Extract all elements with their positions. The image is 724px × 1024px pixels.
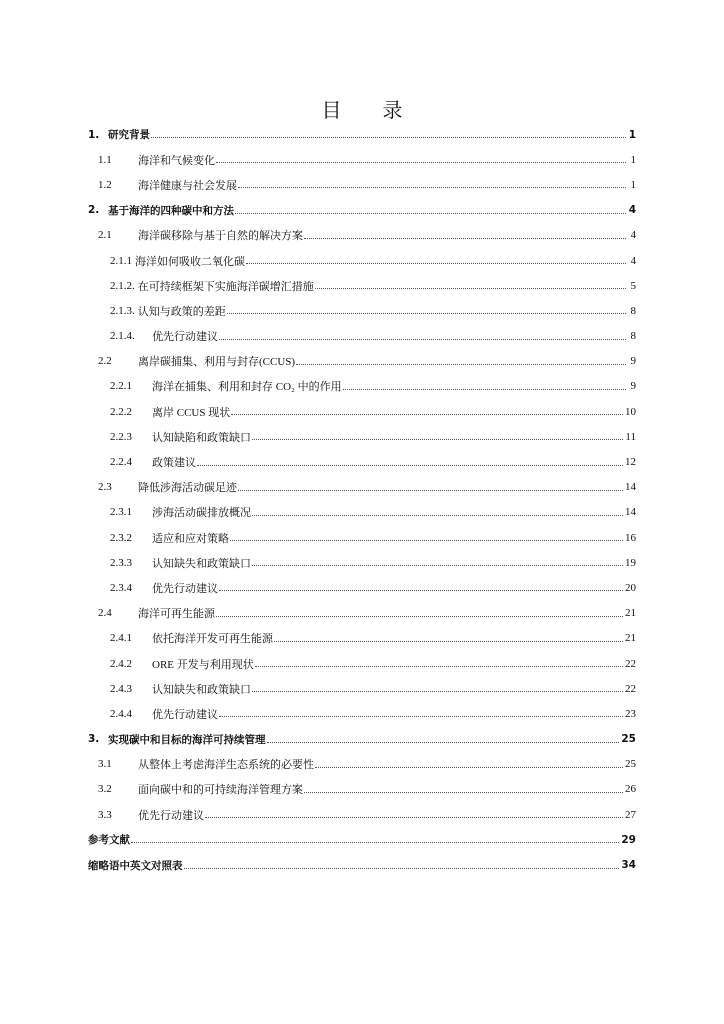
toc-entry[interactable] bbox=[88, 601, 636, 626]
toc-entry[interactable] bbox=[88, 449, 636, 474]
dot-leader bbox=[252, 565, 623, 566]
toc-entry-title: 海洋可再生能源 bbox=[138, 608, 215, 621]
toc-entry-number: 2.2 bbox=[98, 355, 112, 368]
toc-entry-title: 政策建议 bbox=[152, 457, 196, 470]
toc-entry[interactable] bbox=[88, 676, 636, 701]
dot-leader bbox=[219, 339, 626, 340]
toc-entry-number: 2.3.1 bbox=[110, 506, 132, 519]
toc-entry-page: 21 bbox=[625, 607, 636, 620]
dot-leader bbox=[216, 616, 623, 617]
dot-leader bbox=[235, 213, 626, 214]
toc-entry-number: 2.4.2 bbox=[110, 657, 132, 670]
toc-entry-title: 认知缺失和政策缺口 bbox=[152, 683, 251, 696]
toc-entry[interactable] bbox=[88, 122, 636, 147]
toc-entry-title: 海洋碳移除与基于自然的解决方案 bbox=[138, 230, 303, 243]
toc-entry-number: 3.2 bbox=[98, 783, 112, 796]
toc-entry-page: 1 bbox=[628, 128, 636, 141]
dot-leader bbox=[238, 490, 623, 491]
toc-entry-title: 从整体上考虑海洋生态系统的必要性 bbox=[138, 759, 314, 772]
toc-entry[interactable] bbox=[88, 525, 636, 550]
dot-leader bbox=[197, 465, 623, 466]
dot-leader bbox=[343, 389, 626, 390]
toc-entry-page: 22 bbox=[625, 682, 636, 695]
dot-leader bbox=[184, 868, 620, 869]
toc-entry[interactable] bbox=[88, 374, 636, 399]
dot-leader bbox=[238, 187, 626, 188]
toc-entry-number: 1.1 bbox=[98, 153, 112, 166]
toc-entry[interactable] bbox=[88, 248, 636, 273]
toc-entry-page: 21 bbox=[625, 632, 636, 645]
toc-entry[interactable] bbox=[88, 701, 636, 726]
toc-entry-page: 4 bbox=[630, 229, 636, 242]
dot-leader bbox=[131, 842, 619, 843]
toc-entry-number: 2.4.1 bbox=[110, 632, 132, 645]
toc-entry[interactable] bbox=[88, 147, 636, 172]
toc-entry-page: 4 bbox=[630, 254, 636, 267]
toc-entry-page: 11 bbox=[625, 430, 636, 443]
dot-leader bbox=[219, 590, 623, 591]
toc-entry[interactable] bbox=[88, 752, 636, 777]
toc-entry-number: 2.2.4 bbox=[110, 456, 132, 469]
toc-entry-page: 12 bbox=[625, 456, 636, 469]
toc-entry-page: 9 bbox=[630, 355, 636, 368]
dot-leader bbox=[205, 817, 623, 818]
toc-entry-page: 1 bbox=[630, 153, 636, 166]
toc-entry-page: 20 bbox=[625, 581, 636, 594]
toc-entry-number: 2.1.3. bbox=[110, 304, 135, 317]
table-of-contents bbox=[88, 122, 636, 878]
toc-entry[interactable] bbox=[88, 550, 636, 575]
toc-entry-title: 优先行动建议 bbox=[152, 331, 218, 344]
toc-entry-page: 19 bbox=[625, 556, 636, 569]
toc-entry-number: 2.3.4 bbox=[110, 581, 132, 594]
dot-leader bbox=[227, 313, 626, 314]
toc-entry-title: 离岸碳捕集、利用与封存(CCUS) bbox=[138, 356, 296, 369]
toc-entry[interactable] bbox=[88, 223, 636, 248]
toc-entry-number: 1. bbox=[88, 128, 100, 141]
toc-entry[interactable] bbox=[88, 777, 636, 802]
toc-entry[interactable] bbox=[88, 399, 636, 424]
toc-entry[interactable] bbox=[88, 852, 636, 877]
toc-entry-number: 2.3.3 bbox=[110, 556, 132, 569]
toc-entry[interactable] bbox=[88, 827, 636, 852]
toc-entry-title: 海洋和气候变化 bbox=[138, 154, 215, 167]
toc-entry[interactable] bbox=[88, 324, 636, 349]
toc-entry-number: 3.1 bbox=[98, 758, 112, 771]
toc-entry-title: 参考文献 bbox=[88, 834, 130, 847]
toc-entry[interactable] bbox=[88, 172, 636, 197]
toc-entry-title: 优先行动建议 bbox=[152, 708, 218, 721]
toc-entry-number: 2.3 bbox=[98, 481, 112, 494]
toc-entry[interactable] bbox=[88, 802, 636, 827]
toc-entry-number: 2.4.4 bbox=[110, 707, 132, 720]
toc-entry-number: 2.2.3 bbox=[110, 430, 132, 443]
toc-entry-page: 29 bbox=[621, 833, 636, 846]
toc-entry-number: 3. bbox=[88, 733, 100, 746]
dot-leader bbox=[151, 137, 626, 138]
toc-entry-title: 认知与政策的差距 bbox=[137, 305, 226, 318]
toc-entry-number: 3.3 bbox=[98, 808, 112, 821]
toc-entry[interactable] bbox=[88, 424, 636, 449]
toc-entry-page: 1 bbox=[630, 178, 636, 191]
toc-entry-title: 优先行动建议 bbox=[152, 582, 218, 595]
toc-entry-page: 25 bbox=[621, 733, 636, 746]
toc-entry-page: 22 bbox=[625, 657, 636, 670]
toc-entry-page: 8 bbox=[630, 330, 636, 343]
toc-entry-title: 适应和应对策略 bbox=[152, 532, 229, 545]
dot-leader bbox=[267, 742, 620, 743]
toc-entry[interactable] bbox=[88, 273, 636, 298]
toc-entry-page: 14 bbox=[625, 506, 636, 519]
toc-entry-number: 2.4 bbox=[98, 607, 112, 620]
dot-leader bbox=[304, 792, 623, 793]
dot-leader bbox=[315, 288, 626, 289]
dot-leader bbox=[252, 515, 623, 516]
toc-entry[interactable] bbox=[88, 651, 636, 676]
toc-entry-title: 降低涉海活动碳足迹 bbox=[138, 482, 237, 495]
toc-entry-page: 9 bbox=[630, 380, 636, 393]
dot-leader bbox=[315, 767, 623, 768]
toc-entry[interactable] bbox=[88, 198, 636, 223]
toc-entry-page: 14 bbox=[625, 481, 636, 494]
page-title: 目 录 bbox=[321, 100, 421, 122]
toc-entry-title: ORE 开发与利用现状 bbox=[152, 658, 254, 671]
toc-entry-page: 34 bbox=[621, 859, 636, 872]
toc-entry[interactable] bbox=[88, 475, 636, 500]
toc-entry-title: 依托海洋开发可再生能源 bbox=[152, 633, 273, 646]
toc-entry-title: 研究背景 bbox=[108, 129, 150, 142]
toc-entry-page: 8 bbox=[630, 304, 636, 317]
toc-entry[interactable] bbox=[88, 727, 636, 752]
toc-entry[interactable] bbox=[88, 575, 636, 600]
dot-leader bbox=[230, 540, 623, 541]
toc-entry[interactable] bbox=[88, 298, 636, 323]
dot-leader bbox=[252, 439, 623, 440]
toc-entry-title: 认知缺陷和政策缺口 bbox=[152, 431, 251, 444]
toc-entry-page: 4 bbox=[628, 204, 636, 217]
dot-leader bbox=[296, 364, 626, 365]
dot-leader bbox=[231, 414, 623, 415]
toc-entry-title: 海洋如何吸收二氧化碳 bbox=[135, 255, 245, 268]
toc-entry-number: 2.2.1 bbox=[110, 380, 132, 393]
toc-entry-title: 面向碳中和的可持续海洋管理方案 bbox=[138, 784, 303, 797]
toc-entry-title: 海洋在捕集、利用和封存 CO₂ 中的作用 bbox=[152, 381, 342, 394]
toc-entry-number: 2.2.2 bbox=[110, 405, 132, 418]
toc-entry-title: 基于海洋的四种碳中和方法 bbox=[108, 204, 234, 217]
toc-entry-title: 优先行动建议 bbox=[138, 809, 204, 822]
dot-leader bbox=[246, 263, 626, 264]
toc-entry-number: 2.4.3 bbox=[110, 682, 132, 695]
toc-entry-title: 涉海活动碳排放概况 bbox=[152, 507, 251, 520]
toc-entry-page: 27 bbox=[625, 808, 636, 821]
toc-entry-number: 2.3.2 bbox=[110, 531, 132, 544]
dot-leader bbox=[274, 641, 623, 642]
toc-entry-page: 23 bbox=[625, 707, 636, 720]
toc-entry-number: 2.1.4. bbox=[110, 330, 135, 343]
toc-entry-number: 2.1 bbox=[98, 229, 112, 242]
toc-entry-page: 16 bbox=[625, 531, 636, 544]
toc-entry[interactable] bbox=[88, 349, 636, 374]
dot-leader bbox=[252, 691, 623, 692]
dot-leader bbox=[216, 162, 626, 163]
toc-entry-title: 认知缺失和政策缺口 bbox=[152, 557, 251, 570]
dot-leader bbox=[255, 666, 623, 667]
toc-entry-number: 1.2 bbox=[98, 178, 112, 191]
toc-entry-page: 26 bbox=[625, 783, 636, 796]
toc-entry[interactable] bbox=[88, 500, 636, 525]
toc-entry-page: 5 bbox=[630, 279, 636, 292]
toc-entry-number: 2.1.2. bbox=[110, 279, 135, 292]
toc-entry-page: 25 bbox=[625, 758, 636, 771]
dot-leader bbox=[219, 716, 623, 717]
toc-entry-number: 2. bbox=[88, 204, 100, 217]
toc-entry-page: 10 bbox=[625, 405, 636, 418]
toc-entry[interactable] bbox=[88, 626, 636, 651]
toc-entry-title: 实现碳中和目标的海洋可持续管理 bbox=[108, 733, 266, 746]
toc-entry-title: 海洋健康与社会发展 bbox=[138, 179, 237, 192]
dot-leader bbox=[304, 238, 626, 239]
toc-entry-title: 在可持续框架下实施海洋碳增汇措施 bbox=[137, 280, 314, 293]
toc-entry-title: 离岸 CCUS 现状 bbox=[152, 406, 231, 419]
toc-entry-number: 2.1.1 bbox=[110, 254, 132, 267]
toc-entry-title: 缩略语中英文对照表 bbox=[88, 859, 183, 872]
